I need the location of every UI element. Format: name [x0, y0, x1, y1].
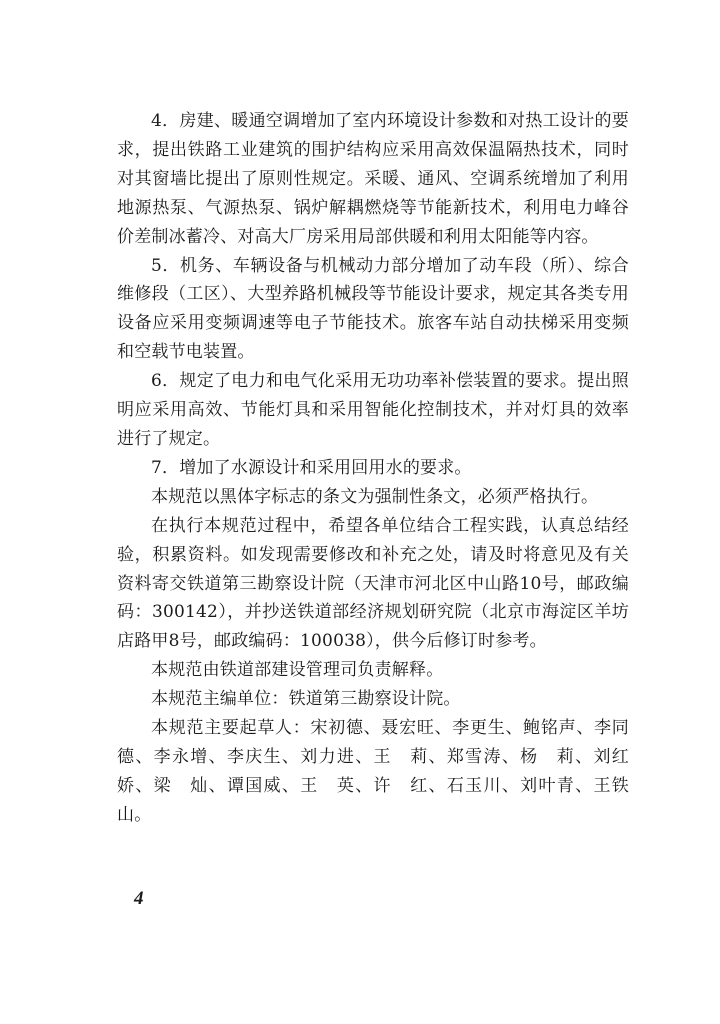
paragraph-feedback: 在执行本规范过程中，希望各单位结合工程实践，认真总结经验，积累资料。如发现需要修改和补充之处，请及时将意见及有关资料寄交铁道第三勘察设计院（天津市河北区中山路10号，邮政编码：300142），并抄送铁道部经济规划研究院（北京市海淀区羊坊店路甲8号，邮政编码：100038），供今后修订时参考。 [117, 515, 629, 652]
paragraph-item-7: 7．增加了水源设计和采用回用水的要求。 [151, 457, 472, 478]
paragraph-item-5: 5．机务、车辆设备与机械动力部分增加了动车段（所）、综合维修段（工区）、大型养路机械段等节能设计要求，规定其各类专用设备应采用变频调速等电子节能技术。旅客车站自动扶梯采用变频和空载节电装置。 [117, 255, 629, 363]
paragraph-item-4: 4．房建、暖通空调增加了室内环境设计参数和对热工设计的要求，提出铁路工业建筑的围护结构应采用高效保温隔热技术，同时对其窗墙比提出了原则性规定。采暖、通风、空调系统增加了利用地源热泵、气源热泵、锅炉解耦燃烧等节能新技术，利用电力峰谷价差制冰蓄冷、对高大厂房采用局部供暖和利用太阳能等内容。 [117, 111, 629, 247]
page-number: 4 [134, 888, 144, 909]
paragraph-interpretation: 本规范由铁道部建设管理司负责解释。 [151, 660, 444, 681]
body-text [117, 107, 629, 830]
paragraph-mandatory-clause: 本规范以黑体字标志的条文为强制性条文，必须严格执行。 [151, 486, 599, 507]
paragraph-drafters: 本规范主要起草人：宋初德、聂宏旺、李更生、鲍铭声、李同德、李永增、李庆生、刘力进、王 莉、郑雪涛、杨 莉、刘红娇、梁 灿、谭国威、王 英、许 红、石玉川、刘叶青、王铁山。 [117, 718, 629, 825]
paragraph-chief-editor: 本规范主编单位：铁道第三勘察设计院。 [151, 689, 461, 710]
paragraph-item-6: 6．规定了电力和电气化采用无功功率补偿装置的要求。提出照明应采用高效、节能灯具和采用智能化控制技术，并对灯具的效率进行了规定。 [117, 371, 629, 449]
